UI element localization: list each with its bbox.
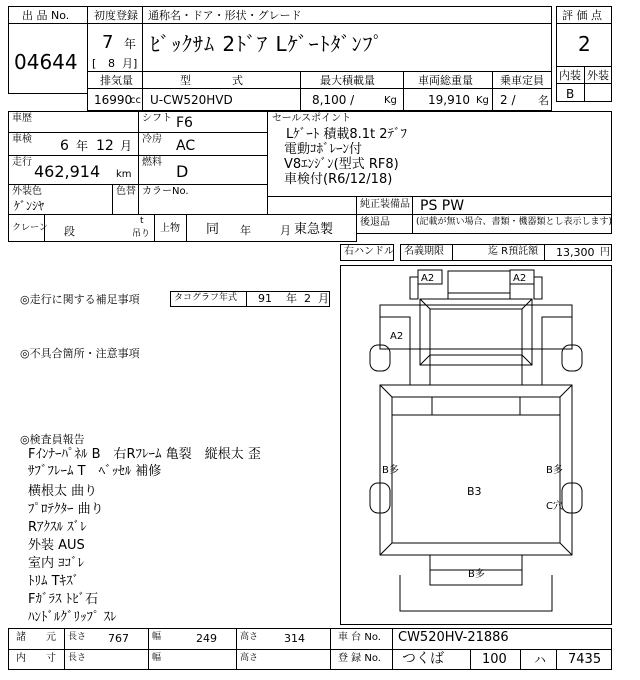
in-length-label: 長さ bbox=[68, 653, 87, 663]
deposit-value: 13,300 bbox=[556, 246, 595, 259]
mark-b-right: B多 bbox=[546, 465, 563, 476]
max-load-unit: Kg bbox=[384, 95, 397, 106]
lot-number: 04644 bbox=[14, 50, 78, 74]
first-reg-label: 初度登録 bbox=[94, 9, 138, 22]
mark-a2-right: A2 bbox=[513, 273, 527, 284]
mark-b-left: B多 bbox=[382, 465, 399, 476]
reg-month: 8 bbox=[108, 57, 115, 70]
crane-label: クレーン bbox=[12, 223, 48, 233]
plate-kana: ハ bbox=[534, 653, 547, 667]
mount-year: 同 bbox=[206, 222, 220, 237]
right-hand-label: 右ハンドル bbox=[344, 246, 394, 257]
shift-value: F6 bbox=[176, 115, 193, 131]
capacity-label: 乗車定員 bbox=[500, 74, 544, 87]
plate-class: 100 bbox=[482, 652, 507, 667]
mark-b3: B3 bbox=[467, 485, 482, 498]
mark-a2-side: A2 bbox=[390, 331, 404, 342]
inspector-report-label: ◎検査員報告 bbox=[20, 433, 85, 446]
in-height-label: 高さ bbox=[240, 653, 259, 663]
model-value: U-CW520HVD bbox=[150, 93, 233, 107]
capacity-unit: 名 bbox=[538, 94, 549, 107]
vehicle-name: ﾋﾞｯｸｻﾑ 2ﾄﾞｱ Lｹﾞｰﾄﾀﾞﾝﾌﾟ bbox=[150, 32, 384, 56]
inspector-line-6: 外装 AUS bbox=[28, 538, 85, 553]
width-label: 幅 bbox=[152, 632, 162, 642]
crane-stage-unit: 段 bbox=[64, 225, 75, 238]
chassis-value: CW520HV-21886 bbox=[398, 630, 509, 645]
truck-damage-diagram bbox=[340, 265, 612, 625]
mileage-unit: km bbox=[116, 169, 132, 180]
interior-dims-label: 内 寸 bbox=[16, 653, 56, 664]
length-label: 長さ bbox=[68, 632, 87, 642]
mark-c-right: C穴 bbox=[546, 501, 563, 512]
inspector-line-3: 横根太 曲り bbox=[28, 484, 98, 499]
max-load-label: 最大積載量 bbox=[320, 74, 375, 87]
sales-points-label: セールスポイント bbox=[272, 113, 352, 124]
history-label: 車歴 bbox=[12, 113, 32, 124]
crane-ton: t bbox=[140, 216, 144, 226]
mount-maker: 東急製 bbox=[294, 222, 334, 237]
mark-b-bottom: B多 bbox=[468, 569, 485, 580]
plate-region: つくば bbox=[402, 651, 444, 667]
inspector-line-2: ｻﾌﾞﾌﾚｰﾑ T ﾍﾞｯｾﾙ 補修 bbox=[28, 464, 162, 479]
width-value: 249 bbox=[196, 632, 217, 645]
inspector-line-4: ﾌﾟﾛﾃｸﾀｰ 曲り bbox=[28, 502, 104, 517]
height-label: 高さ bbox=[240, 632, 259, 642]
genuine-label: 純正装備品 bbox=[360, 199, 410, 210]
inspector-line-9: Fｶﾞﾗｽ ﾄﾋﾞ石 bbox=[28, 592, 99, 607]
tacho-label: タコグラフ年式 bbox=[174, 293, 238, 303]
month-open: [ bbox=[92, 57, 97, 70]
inspection-label: 車検 bbox=[12, 134, 32, 145]
fuel-value: D bbox=[176, 162, 189, 181]
defect-note-label: ◎不具合箇所・注意事項 bbox=[20, 347, 140, 360]
score-label: 評 価 点 bbox=[562, 9, 602, 22]
tacho-month-unit: 月 bbox=[318, 292, 329, 305]
gross-weight-label: 車両総重量 bbox=[418, 74, 473, 87]
deposit-unit: 円 bbox=[600, 247, 610, 258]
mount-label: 上物 bbox=[160, 223, 180, 234]
mount-month-unit: 月 bbox=[280, 224, 291, 237]
inspector-line-8: ﾄﾘﾑ Tｷｽﾞ bbox=[28, 574, 80, 589]
sales-point-2: 電動ｺﾎﾞﾚｰﾝ付 bbox=[284, 142, 363, 157]
length-value: 767 bbox=[108, 632, 129, 645]
inspection-year-unit: 年 bbox=[76, 139, 89, 153]
displacement-unit: cc bbox=[130, 95, 141, 106]
shift-label: シフト bbox=[142, 113, 172, 124]
mileage-value: 462,914 bbox=[34, 162, 101, 181]
inspector-line-7: 室内 ﾖｺﾞﾚ bbox=[28, 556, 85, 571]
exterior-label: 外装 bbox=[587, 69, 609, 82]
exterior-color-label: 外装色 bbox=[12, 186, 42, 197]
ac-value: AC bbox=[176, 138, 196, 154]
odo-note: 迄 R預託額 bbox=[488, 246, 539, 257]
name-label: 通称名・ドア・形状・グレード bbox=[148, 9, 302, 22]
name-change-label: 名義期限 bbox=[404, 246, 444, 257]
inspection-year: 6 bbox=[60, 138, 69, 154]
tacho-month: 2 bbox=[304, 292, 311, 305]
plate-number: 7435 bbox=[568, 652, 602, 667]
gross-weight: 19,910 bbox=[428, 93, 470, 107]
chassis-label: 車 台 No. bbox=[338, 632, 381, 643]
tacho-year-unit: 年 bbox=[286, 292, 297, 305]
interior-label: 内装 bbox=[559, 69, 581, 82]
fuel-label: 燃料 bbox=[142, 157, 162, 168]
sales-point-3: V8ｴﾝｼﾞﾝ(型式 RF8) bbox=[284, 157, 399, 172]
in-width-label: 幅 bbox=[152, 653, 162, 663]
dims-label: 諸 元 bbox=[16, 632, 56, 643]
displacement-label: 排気量 bbox=[100, 74, 133, 87]
mount-year-unit: 年 bbox=[240, 224, 251, 237]
genuine-value: PS PW bbox=[420, 198, 465, 214]
mileage-label: 走行 bbox=[12, 157, 32, 168]
driving-note-label: ◎走行に関する補足事項 bbox=[20, 293, 140, 306]
height-value: 314 bbox=[284, 632, 305, 645]
inspector-line-10: ﾊﾝﾄﾞﾙｸﾞﾘｯﾌﾟ ｽﾚ bbox=[28, 610, 117, 625]
sales-point-4: 車検付(R6/12/18) bbox=[284, 172, 393, 187]
inspection-month: 12 bbox=[96, 138, 114, 154]
aftermarket-label: 後退品 bbox=[360, 217, 390, 228]
model-label: 型 式 bbox=[180, 74, 245, 87]
displacement: 16990 bbox=[94, 93, 133, 107]
year-unit: 年 bbox=[124, 37, 137, 51]
reg-year: 7 bbox=[102, 32, 114, 53]
color-change-label: 色替 bbox=[116, 186, 136, 197]
mark-a2-left: A2 bbox=[421, 273, 435, 284]
interior-grade: B bbox=[566, 87, 575, 101]
aftermarket-note: (記載が無い場合、書類・機器類とし表示します) bbox=[416, 217, 613, 227]
ac-label: 冷房 bbox=[142, 134, 162, 145]
inspector-line-5: Rｱｸｽﾙ ｽﾞﾚ bbox=[28, 520, 87, 535]
plate-label: 登 録 No. bbox=[338, 653, 381, 664]
sales-point-1: Lｹﾞｰﾄ 積載8.1t 2ﾃﾞﾌ bbox=[286, 127, 408, 142]
color-code-label: カラーNo. bbox=[142, 186, 189, 197]
month-unit: 月] bbox=[122, 57, 138, 70]
score-value: 2 bbox=[578, 32, 591, 56]
tacho-year: 91 bbox=[258, 292, 272, 305]
lot-label: 出 品 No. bbox=[22, 9, 70, 22]
crane-hook: 吊り bbox=[132, 229, 151, 239]
gross-weight-unit: Kg bbox=[476, 95, 489, 106]
exterior-color: ｹﾞﾝｼﾔ bbox=[14, 199, 45, 213]
inspector-line-1: Fｲﾝﾅｰﾊﾟﾈﾙ B 右Rﾌﾚｰﾑ 亀裂 縦根太 歪 bbox=[28, 447, 261, 462]
capacity: 2 / bbox=[500, 93, 516, 107]
inspection-month-unit: 月 bbox=[120, 139, 133, 153]
max-load: 8,100 / bbox=[312, 93, 355, 107]
